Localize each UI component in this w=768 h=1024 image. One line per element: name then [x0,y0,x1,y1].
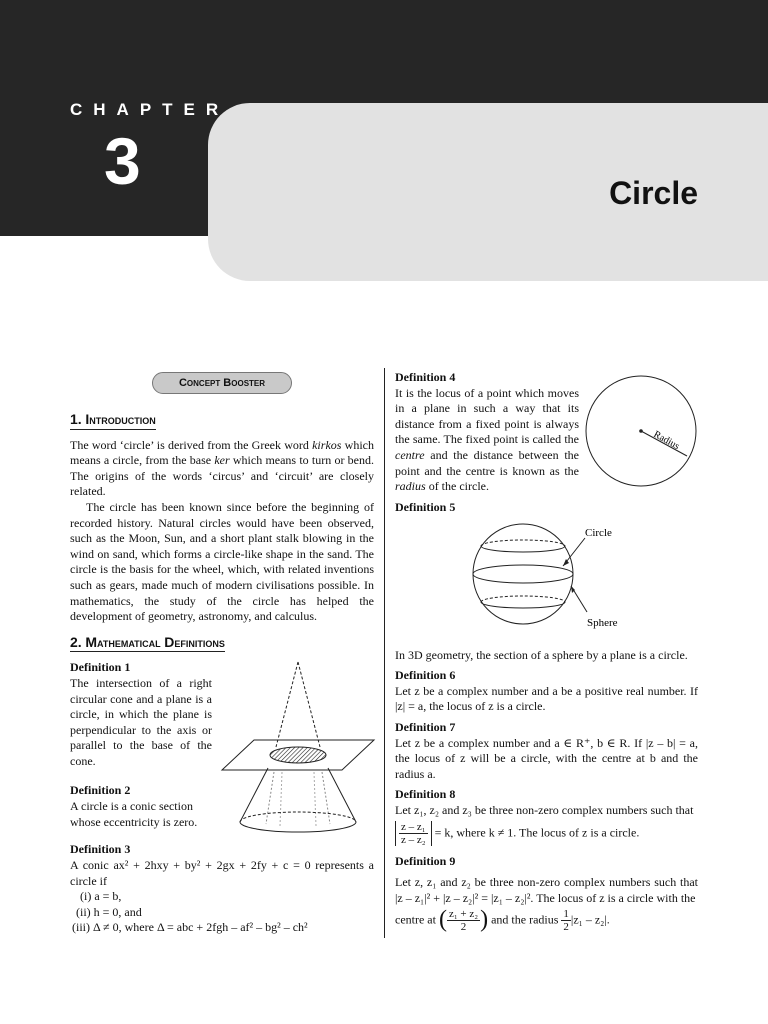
chapter-label: CHAPTER [70,100,230,119]
section-definitions-heading: 2. Mathematical Definitions [70,635,225,653]
definition-5-title: Definition 5 [395,500,456,514]
chapter-title: Circle [609,175,698,211]
sphere-figure [471,516,697,636]
definition-8-equation [395,821,698,846]
concept-booster-badge: Concept Booster [152,372,292,394]
definition-6-title: Definition 6 [395,668,456,683]
intro-paragraph-2: The circle has been known since before the beginning of recorded history. Natural circles would have been observed, such as the Moon, Sun, and a short plant stalk blowing in the wind on sand, which forms a circle-like shape in the sand. The circle is the basis for the wheel, which, with related inventions such as gears, made much of modern civilisations possible. In mathematics, the study of the circle has helped the development of geometry, astronomy, and calculus. [70,499,374,624]
heading-rest: ntroduction [89,412,156,427]
definition-4-title: Definition 4 [395,370,456,384]
heading-initial: I [85,411,90,427]
definition-7-text: Let z be a complex number and a ∈ R⁺, b ∈ R. If |z – b| = a, the locus of z will be a circle, with the centre at b and the radius a. [395,735,698,781]
definitions-1-2-block [70,660,374,836]
definition-2-title: Definition 2 [70,783,131,798]
definition-6-text: Let z be a complex number and a be a positive real number. If |z| = a, the locus of z is a circle. [395,683,698,714]
definition-8-tail: = k, where k ≠ 1. The locus of z is a circle. [434,824,640,839]
definition-4-block [395,370,698,494]
definition-1-title: Definition 1 [70,660,131,675]
circle-radius-figure [585,372,697,490]
definition-7-title: Definition 7 [395,719,456,734]
modulus-fraction: $\frac{\text{z – z₁}}{\text{z – z₂}}$ [395,821,432,846]
radius-fraction: $\frac{1}{2}$ [563,908,569,934]
right-column [395,370,698,933]
definition-3-condition-ii: (ii) h = 0, and [76,904,142,919]
left-column [70,372,374,936]
definition-3-condition-i: (i) a = b, [80,889,122,904]
definition-2-text: A circle is a conic section whose eccentricity is zero. [70,799,198,829]
definition-8-line: Let z₁, z₂ and z₃ be three non-zero complex numbers such that [395,802,694,817]
definition-8-title: Definition 8 [395,787,456,802]
sphere-figure-block [395,516,698,636]
chapter-number: 3 [104,124,141,198]
section-introduction-heading [70,412,156,430]
definition-9-title: Definition 9 [395,853,456,868]
centre-fraction: ( $\frac{\text{z₁ + z₂}}{2}$ ) [438,907,489,934]
circle-label: Circle [585,526,612,539]
definition-9-equation: centre at ( $\frac{\text{z₁ + z₂}}{2}$ ) and the radius $\frac{1}{2}$ |z₁ – z₂|. [395,907,610,934]
definition-3-text: A conic ax² + 2hxy + by² + 2gx + 2fy + c = 0 represents a circle if [70,857,374,888]
definition-1-text: The intersection of a right circular cone and a plane is a circle, in which the plane is perpendicular to the axis or parallel to the base of the cone. [70,675,212,768]
definition-5-text: In 3D geometry, the section of a sphere by a plane is a circle. [395,647,688,662]
radius-label: Radius [651,429,682,453]
definition-4-text: It is the locus of a point which moves in a plane in such a way that its distance from a fixed point is always the same. The fixed point is called the centre and the distance between the point and the centre is known as the radius of the circle. [395,385,579,494]
column-divider [384,368,385,938]
section-number: 1. [70,411,82,427]
definition-9-line: Let z, z₁ and z₂ be three non-zero complex numbers such that |z – z₁|² + |z – z₂|² = |z₁ – z₂|². The locus of z is a circle with the [395,875,698,905]
definition-3-title: Definition 3 [70,842,131,857]
cone-plane-figure [218,654,378,834]
definition-3-condition-iii: (iii) Δ ≠ 0, where Δ = abc + 2fgh – af² – bg² – ch² [72,920,308,935]
intro-paragraph-1: The word ‘circle’ is derived from the Greek word kirkos which means a circle, from the base ker which means to turn or bend. The origins of the words ‘circus’ and ‘circuit’ are closely related. [70,437,375,499]
sphere-label: Sphere [587,616,618,629]
